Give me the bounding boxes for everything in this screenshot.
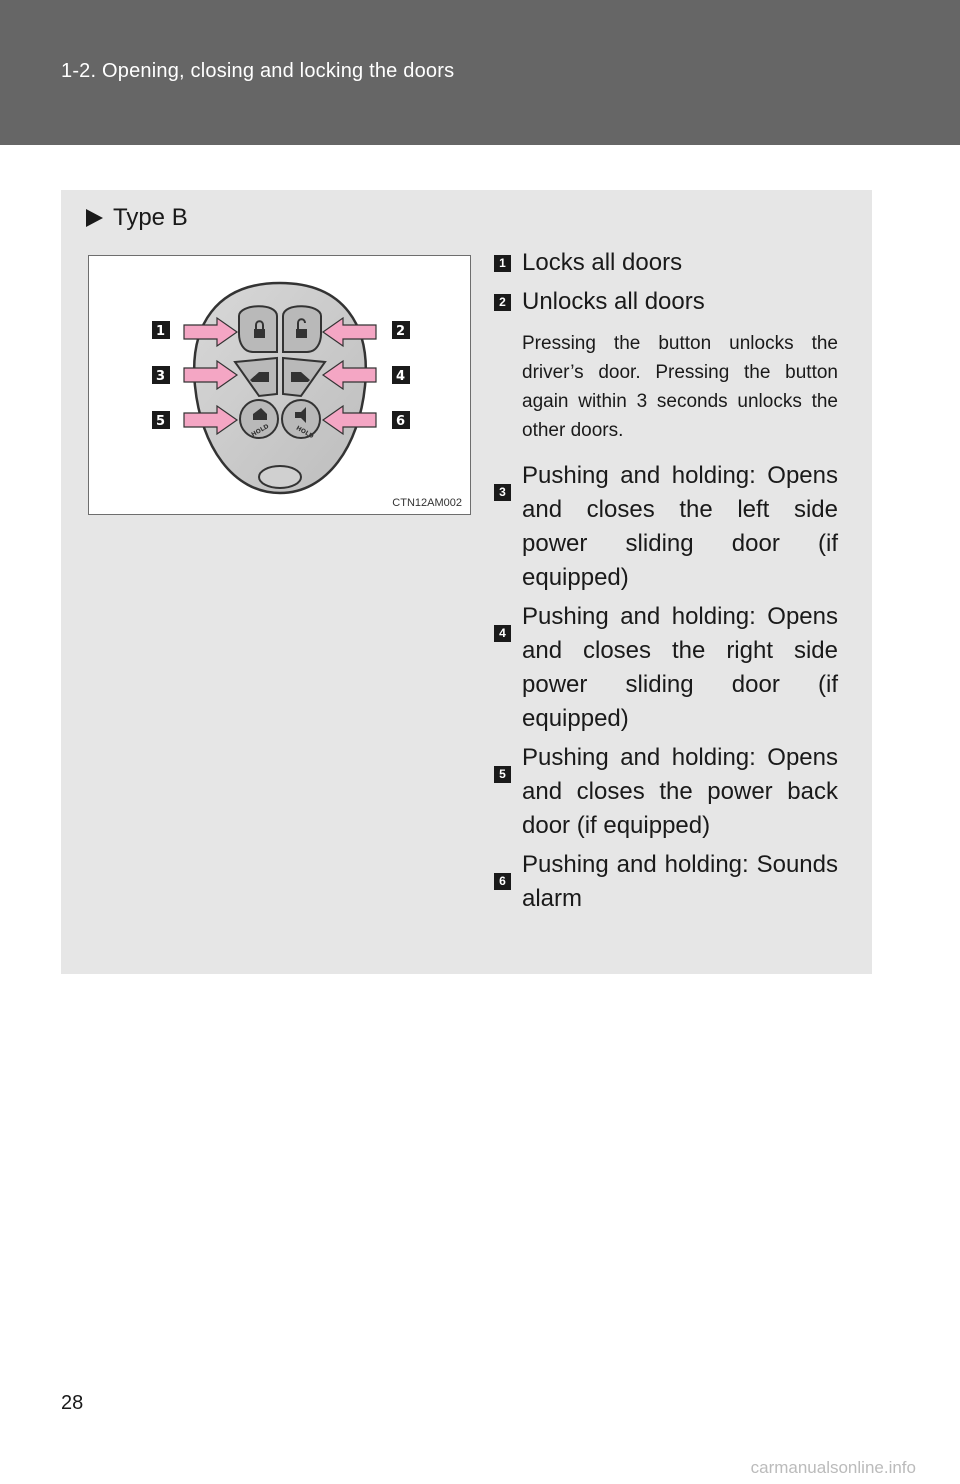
number-badge-5: 5 [494, 766, 511, 783]
callout-6 [392, 411, 410, 429]
page-header [0, 0, 960, 145]
item-text: Pushing and holding: Sounds alarm [522, 851, 838, 912]
item-text: Unlocks all doors [522, 288, 705, 315]
svg-text:2: 2 [396, 324, 406, 339]
triangle-bullet-icon [86, 209, 103, 227]
callout-4 [392, 366, 410, 384]
page-number: 28 [61, 1392, 84, 1414]
unlock-icon [283, 306, 321, 352]
callout-1 [152, 321, 170, 339]
type-label: Type B [113, 204, 188, 231]
item-text: Pushing and holding: Opens and closes the left side power sliding door (if equipped) [522, 462, 838, 591]
fob-body [194, 283, 366, 493]
key-fob-figure [88, 255, 471, 515]
list-item [494, 459, 838, 595]
back-door-hold-icon [240, 400, 278, 438]
item-text: Pushing and holding: Opens and closes the right side power sliding door (if equipped) [522, 603, 838, 732]
number-badge-4: 4 [494, 625, 511, 642]
type-heading [86, 204, 188, 232]
svg-text:3: 3 [156, 369, 166, 384]
fob-ring-hole [259, 466, 301, 488]
unlock-note: Pressing the button unlocks the driver’s door. Pressing the button again within 3 seconds unlocks the other doors. [522, 333, 838, 441]
svg-text:4: 4 [396, 369, 406, 384]
watermark: carmanualsonline.info [750, 1458, 916, 1477]
callout-2 [392, 321, 410, 339]
key-fob-illustration [89, 256, 472, 516]
callout-5 [152, 411, 170, 429]
list-item [494, 741, 838, 843]
svg-text:HOLD: HOLD [250, 422, 271, 439]
svg-text:HOLD: HOLD [294, 424, 315, 441]
svg-text:6: 6 [396, 414, 406, 429]
section-title: 1-2. Opening, closing and locking the doors [61, 60, 455, 82]
number-badge-6: 6 [494, 873, 511, 890]
figure-code: CTN12AM002 [392, 497, 462, 509]
number-badge-2: 2 [494, 294, 511, 311]
lock-icon [239, 306, 277, 352]
list-item [494, 848, 838, 916]
svg-text:1: 1 [156, 324, 166, 339]
callout-3 [152, 366, 170, 384]
list-item [494, 285, 838, 319]
svg-text:5: 5 [156, 414, 166, 429]
list-item [494, 246, 838, 280]
number-badge-3: 3 [494, 484, 511, 501]
item-text: Pushing and holding: Opens and closes the power back door (if equipped) [522, 744, 838, 839]
description-list [494, 246, 838, 916]
list-item [494, 600, 838, 736]
item-text: Locks all doors [522, 249, 683, 276]
number-badge-1: 1 [494, 255, 511, 272]
